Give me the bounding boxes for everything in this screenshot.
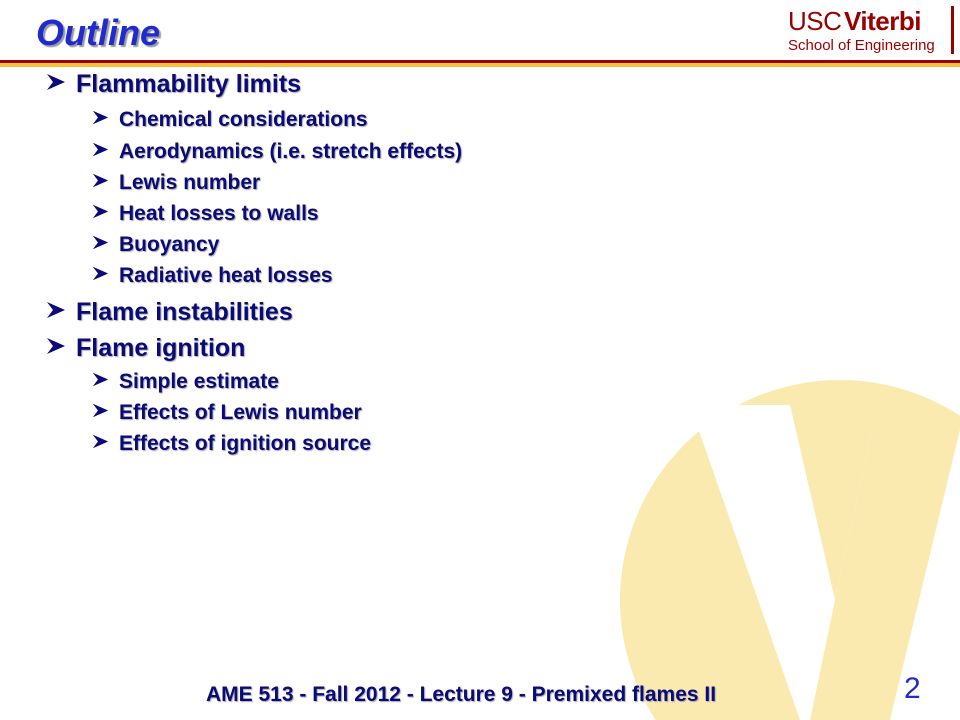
outline-item-label: Flame instabilities [76, 298, 293, 326]
outline-subitem [92, 233, 219, 257]
arrow-bullet-icon [92, 264, 109, 288]
outline-subitem-label: Effects of ignition source [119, 432, 372, 455]
arrow-bullet-icon [92, 401, 109, 425]
outline-subitem-label: Buoyancy [119, 233, 220, 256]
arrow-bullet-icon [92, 202, 109, 226]
outline-subitem-label: Chemical considerations [119, 108, 368, 131]
outline-subitem-label: Aerodynamics (i.e. stretch effects) [119, 140, 463, 163]
outline-subitem [92, 202, 319, 226]
logo-viterbi-text: Viterbi [844, 6, 921, 36]
arrow-bullet-icon [92, 108, 109, 132]
outline-subitem-label: Effects of Lewis number [119, 401, 362, 424]
outline-item [46, 70, 301, 99]
arrow-bullet-icon [46, 70, 66, 99]
outline-item [46, 298, 293, 327]
outline-subitem-label: Lewis number [119, 171, 261, 194]
outline-item [46, 334, 245, 363]
outline-subitem-label: Simple estimate [119, 370, 279, 393]
arrow-bullet-icon [92, 370, 109, 394]
outline-subitem [92, 140, 462, 164]
logo-school-text: School of Engineering [788, 37, 935, 54]
slide-footer: AME 513 - Fall 2012 - Lecture 9 - Premixed flames II [206, 683, 717, 706]
page-number: 2 [904, 672, 921, 705]
header-rule-gold [0, 63, 960, 67]
arrow-bullet-icon [92, 233, 109, 257]
logo-bar [951, 6, 954, 54]
arrow-bullet-icon [92, 171, 109, 195]
outline-subitem [92, 401, 362, 425]
arrow-bullet-icon [46, 334, 66, 363]
outline-subitem [92, 171, 260, 195]
arrow-bullet-icon [46, 298, 66, 327]
arrow-bullet-icon [92, 140, 109, 164]
outline-item-label: Flame ignition [76, 334, 246, 362]
outline-subitem [92, 108, 368, 132]
logo-usc-text: USC [788, 6, 842, 36]
outline-item-label: Flammability limits [76, 70, 302, 98]
outline-subitem-label: Heat losses to walls [119, 202, 319, 225]
usc-viterbi-logo [788, 6, 948, 58]
outline-subitem [92, 264, 333, 288]
outline-subitem [92, 432, 371, 456]
outline-subitem-label: Radiative heat losses [119, 264, 333, 287]
outline-subitem [92, 370, 279, 394]
slide-title: Outline [36, 12, 160, 53]
arrow-bullet-icon [92, 432, 109, 456]
